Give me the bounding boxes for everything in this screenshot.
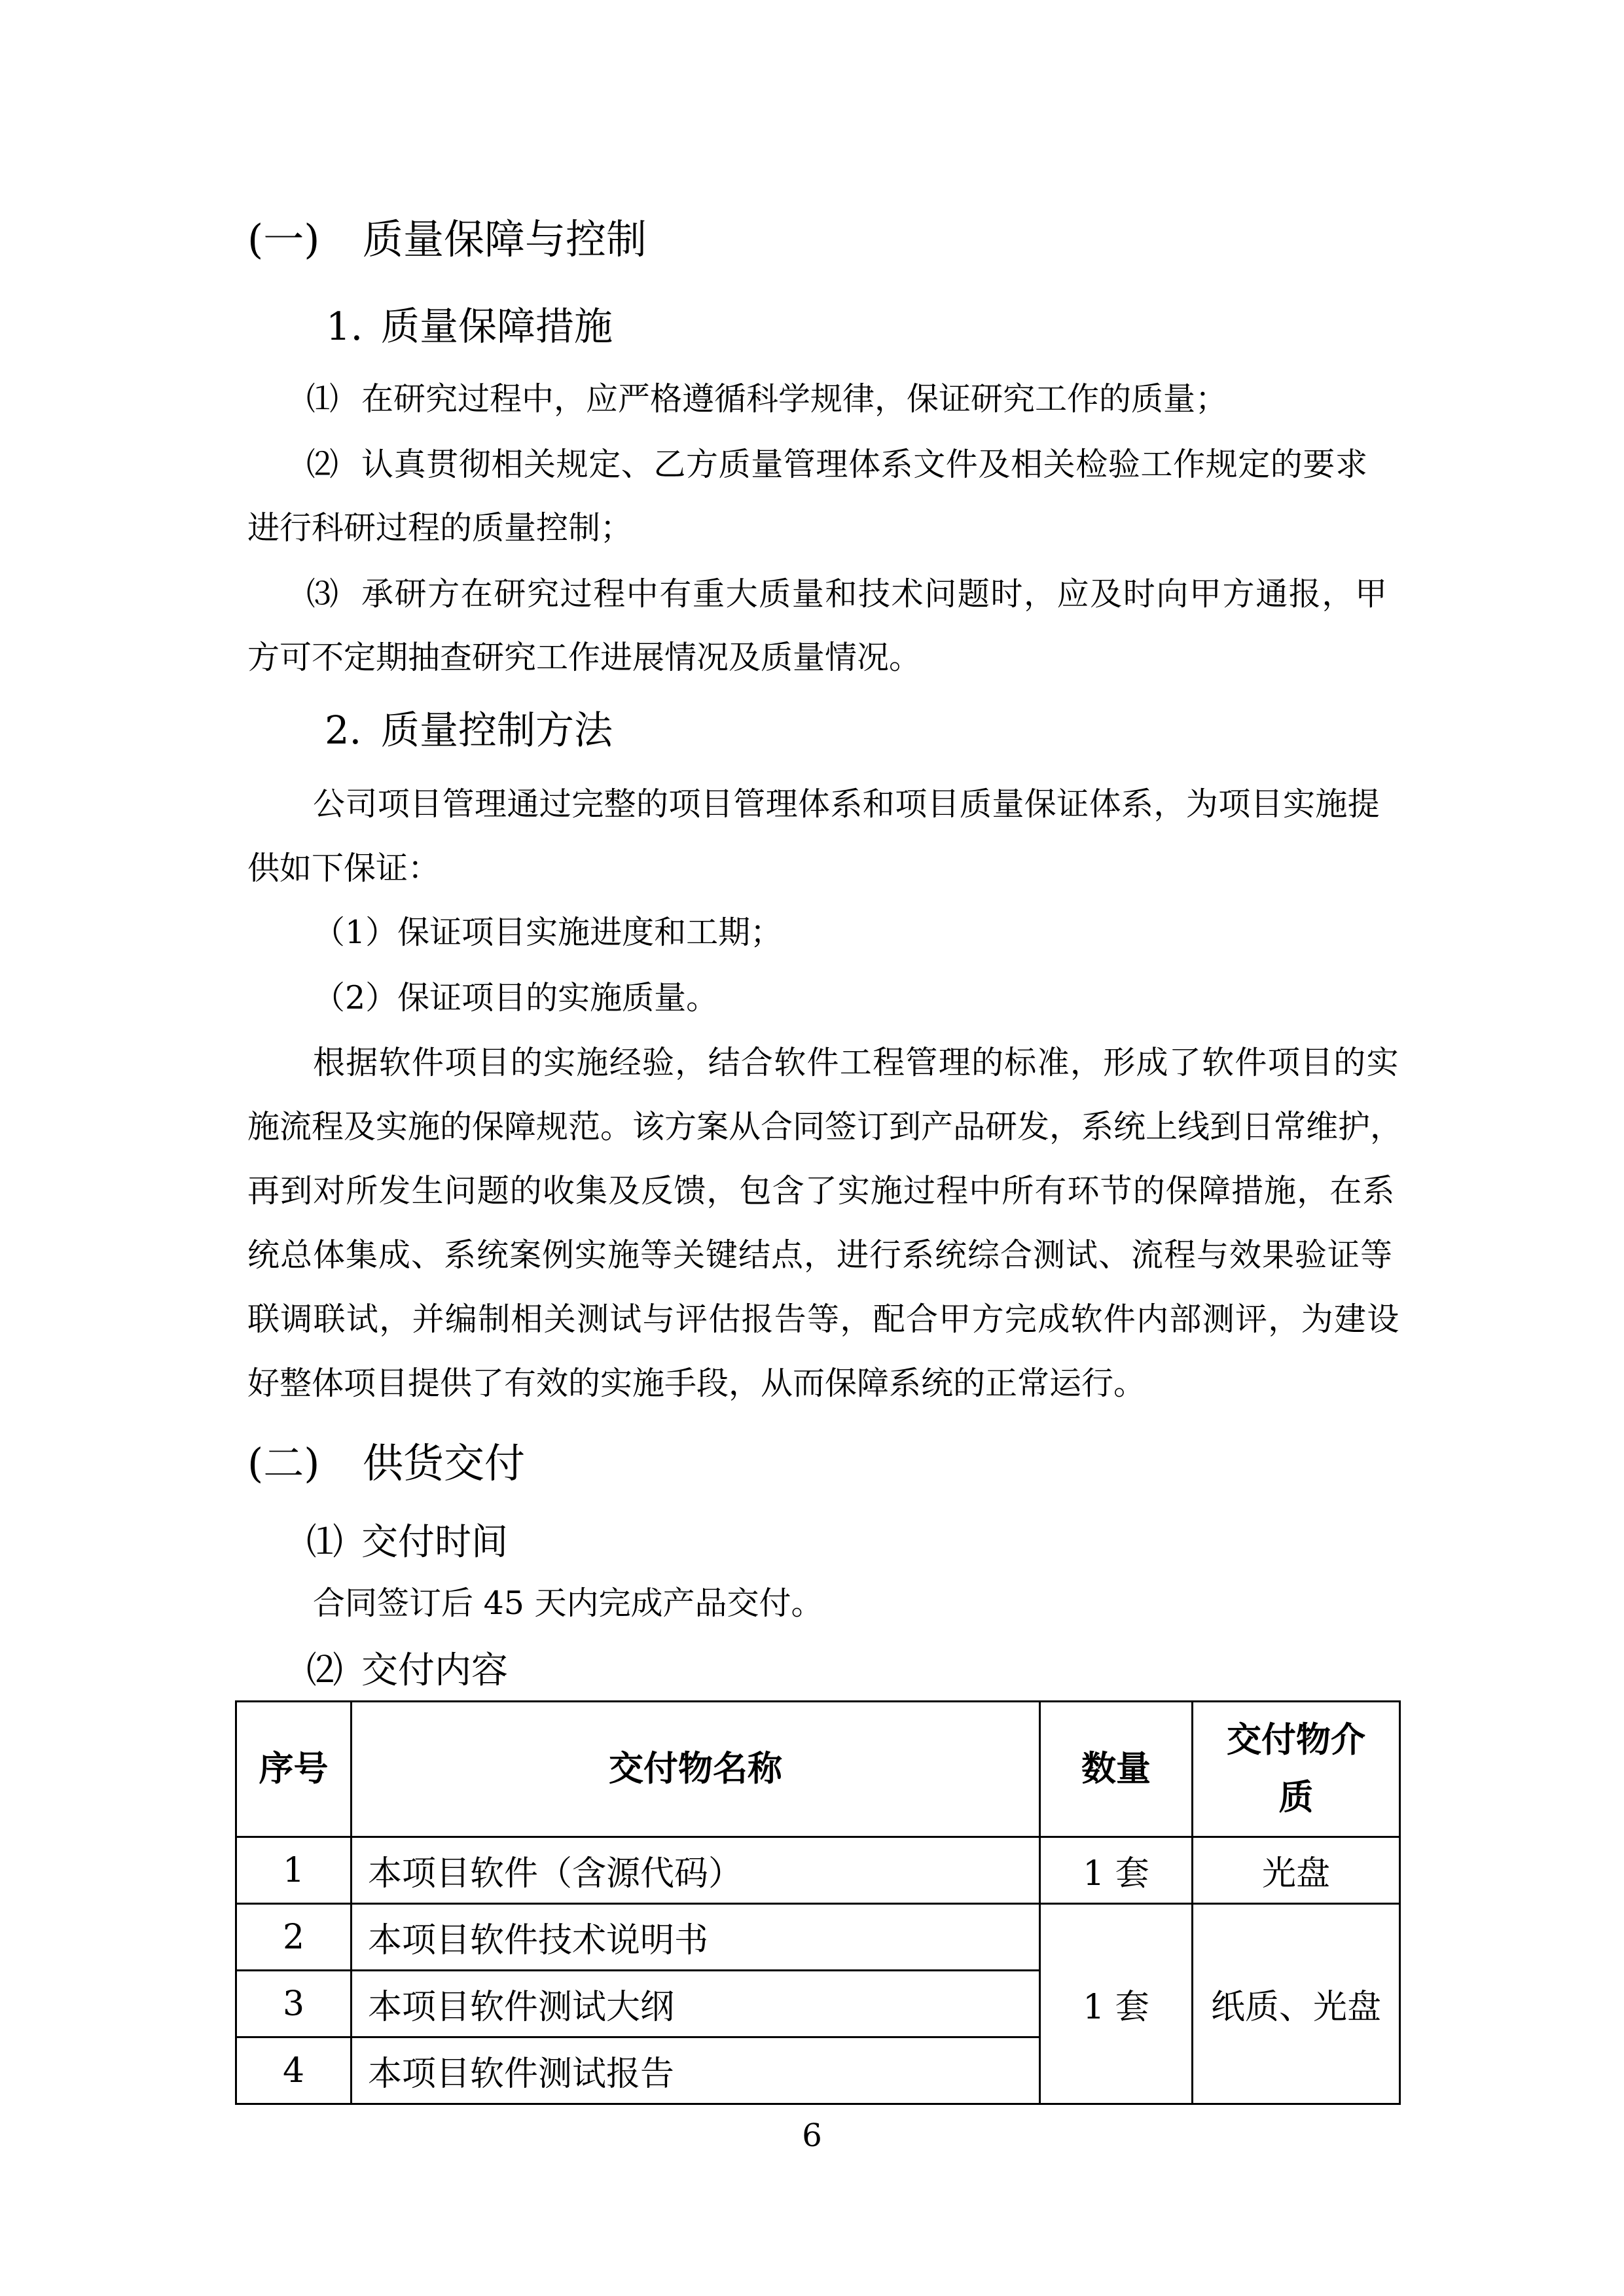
subsection-2-title: 质量控制方法	[381, 708, 613, 753]
section-2-heading: 供货交付	[363, 1439, 526, 1487]
delivery-time-marker: ⑴	[306, 1521, 343, 1564]
delivery-content-marker: ⑵	[306, 1649, 343, 1692]
header-medium-line-2: 质	[1278, 1778, 1314, 1818]
paragraph-line-6: 好整体项目提供了有效的实施手段，从而保障系统的正常运行。	[247, 1365, 1146, 1402]
item-3-text: 承研方在研究过程中有重大质量和技术问题时，应及时向甲方通报，甲	[361, 575, 1388, 613]
header-qty: 数量	[1040, 1702, 1193, 1837]
group-medium: 纸质、光盘	[1193, 1904, 1400, 2104]
section-2-number: (二)	[247, 1439, 320, 1487]
row-medium: 光盘	[1193, 1837, 1400, 1904]
header-no: 序号	[236, 1702, 352, 1837]
guarantee-2: （2）保证项目的实施质量。	[313, 979, 719, 1016]
intro-line-1: 公司项目管理通过完整的项目管理体系和项目质量保证体系，为项目实施提	[313, 785, 1380, 823]
intro-line-2: 供如下保证：	[247, 850, 441, 887]
section-1-number: (一)	[247, 215, 320, 263]
item-1-marker: ⑴	[306, 380, 339, 418]
row-name: 本项目软件技术说明书	[352, 1904, 1040, 1971]
row-no: 4	[236, 2037, 352, 2104]
subsection-2-number: 2.	[325, 708, 362, 753]
header-medium-line-1: 交付物介	[1227, 1720, 1365, 1760]
row-name: 本项目软件测试报告	[352, 2037, 1040, 2104]
paragraph-line-5: 联调联试，并编制相关测试与评估报告等，配合甲方完成软件内部测评，为建设	[247, 1300, 1400, 1338]
page-number: 6	[802, 2117, 822, 2154]
row-no: 2	[236, 1904, 352, 1971]
header-medium	[1193, 1702, 1400, 1837]
delivery-time-title: 交付时间	[361, 1521, 508, 1564]
paragraph-line-4: 统总体集成、系统案例实施等关键结点，进行系统综合测试、流程与效果验证等	[247, 1236, 1394, 1274]
section-1-heading: 质量保障与控制	[363, 215, 647, 263]
paragraph-line-2: 施流程及实施的保障规范。该方案从合同签订到产品研发，系统上线到日常维护，	[247, 1108, 1403, 1145]
table-header-row	[236, 1702, 1400, 1837]
paragraph-line-1: 根据软件项目的实施经验，结合软件工程管理的标准，形成了软件项目的实	[313, 1044, 1399, 1081]
subsection-1-title: 质量保障措施	[381, 304, 613, 349]
table-row	[236, 1904, 1400, 1971]
delivery-content-title: 交付内容	[361, 1649, 508, 1692]
paragraph-line-3: 再到对所发生问题的收集及反馈，包含了实施过程中所有环节的保障措施，在系	[247, 1172, 1396, 1210]
item-3-marker: ⑶	[306, 575, 339, 613]
header-name: 交付物名称	[352, 1702, 1040, 1837]
item-3-text-cont: 方可不定期抽查研究工作进展情况及质量情况。	[247, 639, 922, 676]
item-1-text: 在研究过程中，应严格遵循科学规律，保证研究工作的质量；	[361, 380, 1228, 418]
group-qty: 1 套	[1040, 1904, 1193, 2104]
item-2-text-cont: 进行科研过程的质量控制；	[247, 509, 633, 547]
table-row	[236, 1837, 1400, 1904]
delivery-time-text: 合同签订后 45 天内完成产品交付。	[313, 1585, 823, 1622]
row-no: 3	[236, 1971, 352, 2037]
deliverables-table	[235, 1700, 1401, 2105]
item-2-text: 认真贯彻相关规定、乙方质量管理体系文件及相关检验工作规定的要求	[361, 446, 1368, 483]
row-qty: 1 套	[1040, 1837, 1193, 1904]
guarantee-1: （1）保证项目实施进度和工期；	[313, 914, 783, 951]
item-2-marker: ⑵	[306, 446, 339, 483]
row-name: 本项目软件测试大纲	[352, 1971, 1040, 2037]
subsection-1-number: 1.	[326, 304, 363, 349]
row-no: 1	[236, 1837, 352, 1904]
row-name: 本项目软件（含源代码）	[352, 1837, 1040, 1904]
